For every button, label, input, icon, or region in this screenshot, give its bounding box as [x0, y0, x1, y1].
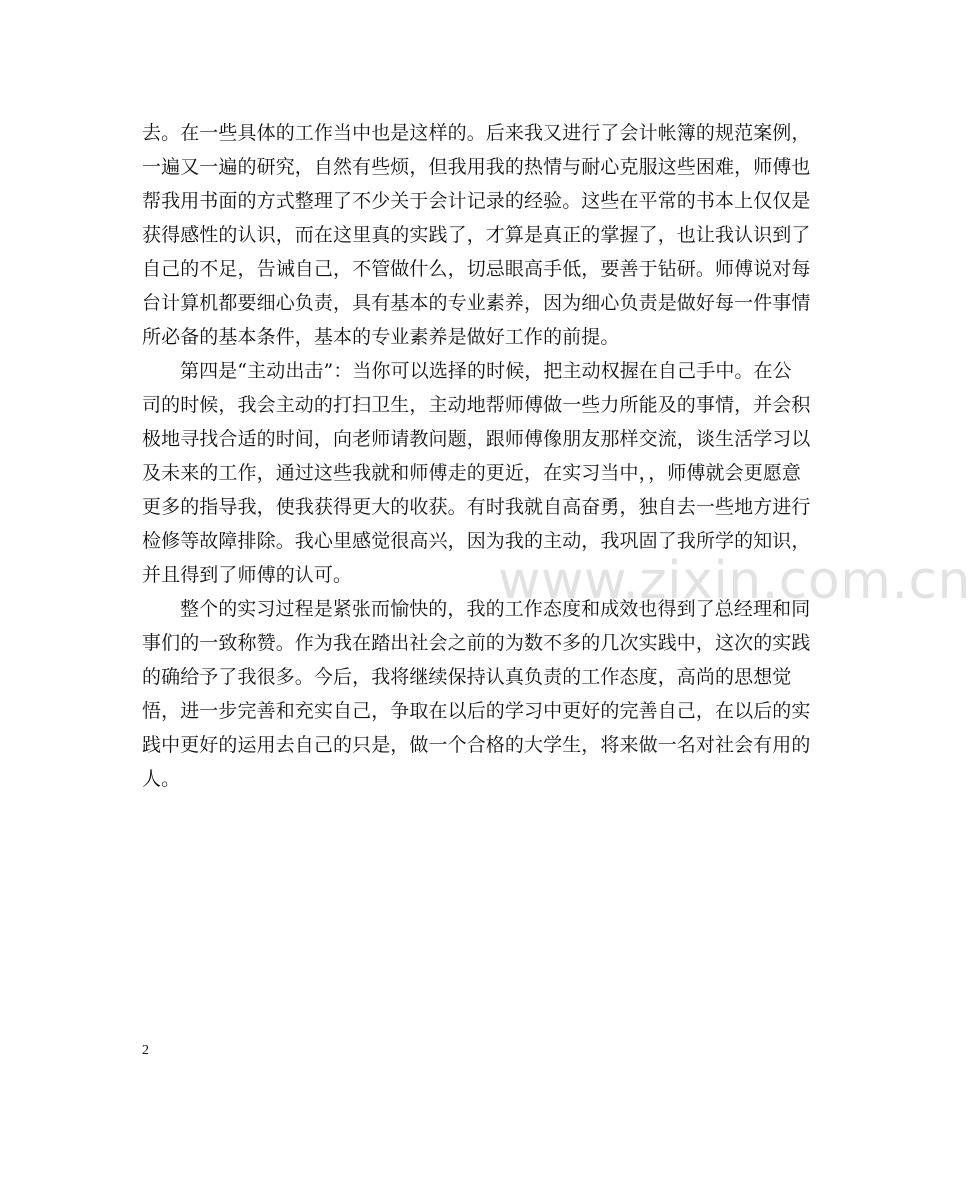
- text-line: 去。在一些具体的工作当中也是这样的。后来我又进行了会计帐簿的规范案例，: [142, 122, 811, 144]
- text-line: 检修等故障排除。我心里感觉很高兴，因为我的主动，我巩固了我所学的知识，: [142, 530, 811, 552]
- text-line: 人。: [142, 768, 181, 790]
- text-line: 事们的一致称赞。作为我在踏出社会之前的为数不多的几次实践中，这次的实践: [142, 632, 811, 654]
- text-line: 践中更好的运用去自己的只是，做一个合格的大学生，将来做一名对社会有用的: [142, 734, 811, 756]
- text-line: 整个的实习过程是紧张而愉快的，我的工作态度和成效也得到了总经理和同: [180, 598, 811, 620]
- text-line: 更多的指导我，使我获得更大的收获。有时我就自高奋勇，独自去一些地方进行: [142, 496, 811, 518]
- text-line: 一遍又一遍的研究，自然有些烦，但我用我的热情与耐心克服这些困难，师傅也: [142, 156, 811, 178]
- watermark: www.zixin.com.cn: [498, 551, 971, 611]
- text-line: 第四是“主动出击”：当你可以选择的时候，把主动权握在自己手中。在公: [180, 360, 792, 382]
- text-line: 获得感性的认识，而在这里真的实践了，才算是真正的掌握了，也让我认识到了: [142, 224, 811, 246]
- page-number: 2: [142, 1043, 149, 1058]
- paragraph-3: [142, 592, 811, 796]
- paragraph-1: [142, 116, 811, 354]
- text-line: 帮我用书面的方式整理了不少关于会计记录的经验。这些在平常的书本上仅仅是: [142, 190, 811, 212]
- text-line: 司的时候，我会主动的打扫卫生，主动地帮师傅做一些力所能及的事情，并会积: [142, 394, 811, 416]
- text-line: 台计算机都要细心负责，具有基本的专业素养，因为细心负责是做好每一件事情: [142, 292, 811, 314]
- text-line: 悟，进一步完善和充实自己，争取在以后的学习中更好的完善自己，在以后的实: [142, 700, 811, 722]
- text-line: 的确给予了我很多。今后，我将继续保持认真负责的工作态度，高尚的思想觉: [142, 666, 792, 688]
- text-line: 自己的不足，告诫自己，不管做什么，切忌眼高手低，要善于钻研。师傅说对每: [142, 258, 811, 280]
- text-line: 并且得到了师傅的认可。: [142, 564, 353, 586]
- text-line: 所必备的基本条件，基本的专业素养是做好工作的前提。: [142, 326, 620, 348]
- text-line: 极地寻找合适的时间，向老师请教问题，跟师傅像朋友那样交流，谈生活学习以: [142, 428, 811, 450]
- text-line: 及未来的工作，通过这些我就和师傅走的更近，在实习当中，，师傅就会更愿意: [142, 462, 802, 484]
- paragraph-2: [142, 354, 811, 592]
- document-body: [142, 116, 811, 796]
